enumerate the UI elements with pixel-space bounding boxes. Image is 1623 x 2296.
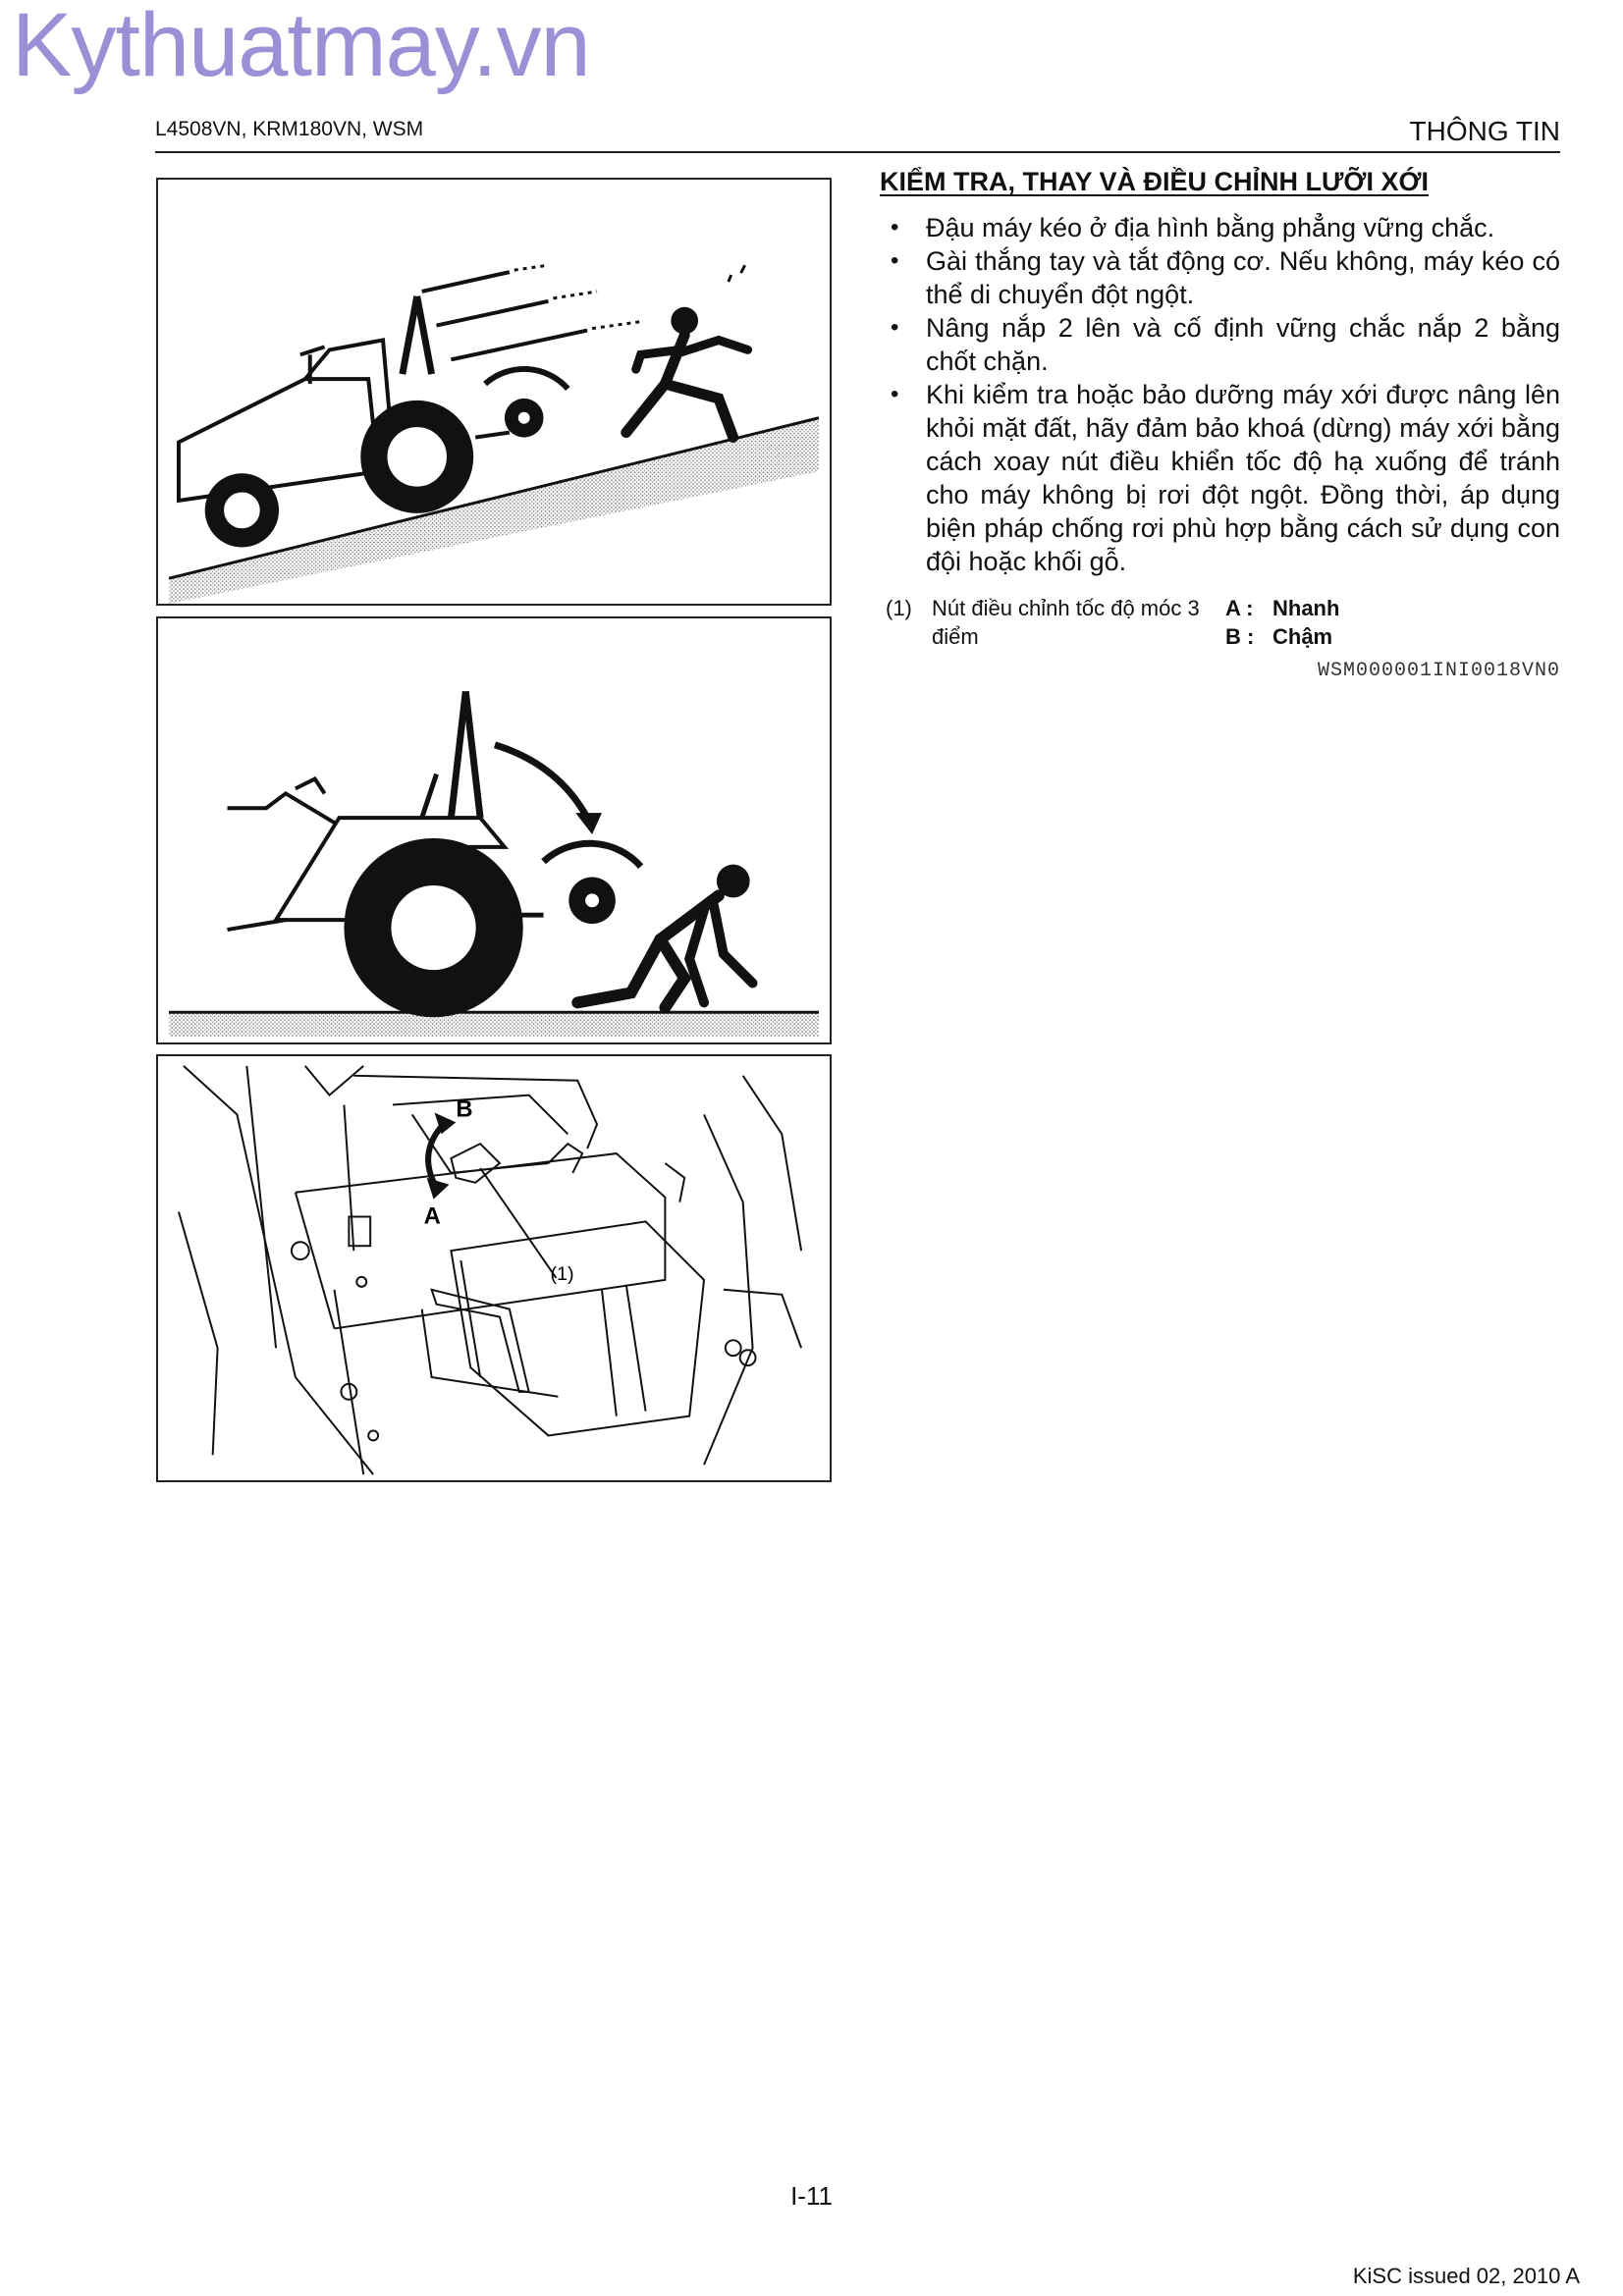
legend-b-key: B :	[1225, 624, 1255, 649]
bullet-item: • Gài thắng tay và tắt động cơ. Nếu không, máy kéo có thể di chuyển đột ngột.	[880, 244, 1560, 311]
tractor-slope-illustration	[158, 180, 830, 604]
issued-note: KiSC issued 02, 2010 A	[1352, 2264, 1580, 2288]
figure-tractor-slope	[156, 178, 832, 606]
figure-control-knob	[156, 1054, 832, 1482]
legend-text: Nút điều chỉnh tốc độ móc 3 điểm	[932, 596, 1200, 649]
label-a: A	[423, 1202, 441, 1230]
header-rule	[155, 151, 1560, 153]
watermark: Kythuatmay.vn	[12, 0, 590, 95]
document-code: WSM000001INI0018VN0	[1317, 660, 1560, 682]
control-knob-illustration	[158, 1056, 830, 1480]
label-b: B	[456, 1095, 473, 1123]
section-title: KIỂM TRA, THAY VÀ ĐIỀU CHỈNH LƯỠI XỚI	[880, 167, 1430, 196]
header-section: THÔNG TIN	[1409, 116, 1560, 146]
legend-a-key: A :	[1225, 596, 1254, 620]
figure-rotary-falling	[156, 616, 832, 1044]
legend-a-value: Nhanh	[1272, 596, 1340, 620]
bullet-item: • Đậu máy kéo ở địa hình bằng phẳng vững chắc.	[880, 211, 1560, 244]
legend-ab	[1225, 594, 1339, 651]
content-column	[880, 167, 1560, 682]
bullet-item: • Nâng nắp 2 lên và cố định vững chắc nắp 2 bằng chốt chặn.	[880, 311, 1560, 378]
legend-number: (1)	[886, 596, 912, 620]
label-1: (1)	[550, 1262, 574, 1285]
rotary-falling-illustration	[158, 618, 830, 1042]
header-model: L4508VN, KRM180VN, WSM	[155, 118, 424, 140]
legend-b-value: Chậm	[1272, 624, 1333, 649]
legend	[880, 594, 1560, 653]
bullet-list	[880, 211, 1560, 578]
bullet-item: • Khi kiểm tra hoặc bảo dưỡng máy xới được nâng lên khỏi mặt đất, hãy đảm bảo khoá (dừng) máy xới bằng cách xoay nút điều khiển tốc độ hạ xuống để tránh cho máy không bị rơi đột ngột. Đồng thời, áp dụng biện pháp chống rơi phù hợp bằng cách sử dụng con đội hoặc khối gỗ.	[880, 378, 1560, 578]
page-number: I-11	[790, 2181, 833, 2211]
